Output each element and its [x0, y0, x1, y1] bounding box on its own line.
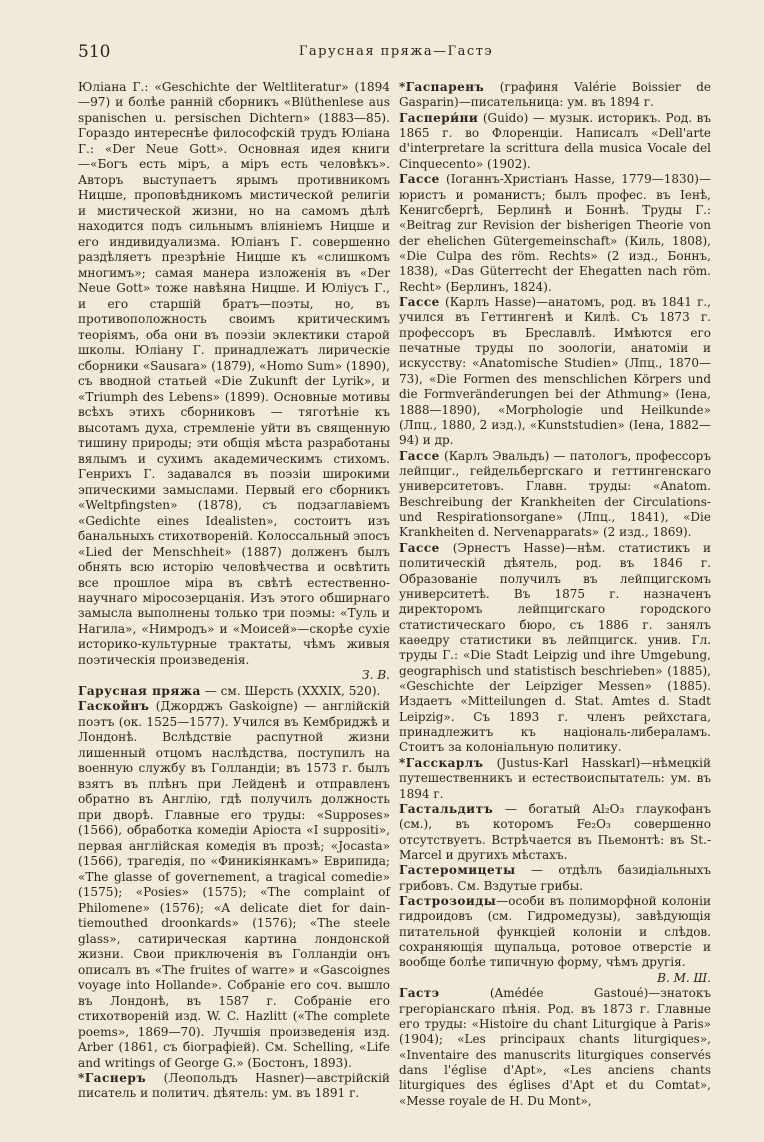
entry-signature: З. В.	[362, 668, 390, 683]
entry-text: (Іоганнъ-Христіанъ Hasse, 1779—1830)—юристъ и романистъ; былъ профес. въ Іенѣ, Кенигсбергѣ, Берлинѣ и Боннѣ. Труды Г.: «Beitrag zur Revision der bisherigen Theorie von der ehelichen Gütergemeinschaft» (Киль, 1808), «Die Culpa des röm. Rechts» (2 изд., Боннъ, 1838), «Das Güterrecht der Ehegatten nach röm. Recht» (Берлинъ, 1824).	[399, 172, 711, 294]
entry	[399, 80, 711, 111]
entry-headword: Гассе	[399, 540, 440, 555]
entry-headword: Гаскойнъ	[78, 699, 150, 714]
entry-headword: Гарусная пряжа	[78, 683, 201, 698]
entry-text: —особи въ полиморфной колоніи гидроидовъ (см. Гидромедузы), завѣдующія питательной функціей колоніи и слѣдов. сохраняющія щупальца, ротовое отверстіе и вообще болѣе типичную форму, чѣмъ другія.	[399, 894, 711, 970]
entry	[399, 541, 711, 756]
entry-headword: Гастальдитъ	[399, 801, 494, 816]
entry	[399, 172, 711, 295]
entry-text: — богатый Al₂O₃ глаукофанъ (см.), въ которомъ Fe₂O₃ совершенно отсутствуетъ. Встрѣчается въ Пьемонтѣ: въ St.-Marcel и другихъ мѣстахъ.	[399, 801, 711, 862]
page-header	[78, 42, 714, 68]
entry	[78, 699, 390, 1071]
entry	[399, 986, 711, 1109]
entry-text: (Карлъ Hasse)—анатомъ, род. въ 1841 г., учился въ Геттингенѣ и Килѣ. Съ 1873 г. профессоръ въ Бреславлѣ. Имѣются его печатные труды по зоологіи, анатоміи и искусству: «Anatomische Studien» (Лпц., 1870—73), «Die Formen des menschlichen Körpers und die Formveränderungen bei der Athmung» (Іена, 1888—1890), «Morphologie und Heilkunde» (Лпц., 1880, 2 изд.), «Kunststudien» (Іена, 1882—94) и др.	[399, 295, 711, 448]
entry-headword: Гаспери́ни	[399, 110, 479, 125]
running-title: Гарусная пряжа—Гастэ	[298, 44, 494, 59]
entry-headword: *Гасскарлъ	[399, 755, 484, 770]
left-column	[78, 80, 390, 1102]
entry	[399, 111, 711, 172]
entry	[399, 756, 711, 802]
entry-text: — отдѣлъ базидіальныхъ грибовъ. См. Вздутые грибы.	[399, 863, 711, 893]
entry-headword: *Гаспаренъ	[399, 80, 485, 94]
entry	[399, 894, 711, 986]
entry-headword: *Гаснеръ	[78, 1071, 147, 1085]
entry-text: (Guido) — музык. историкъ. Род. въ 1865 г. во Флоренціи. Написалъ «Dell'arte d'interpretare la scrittura della musica Vocale del Cinquecento» (1902).	[399, 110, 711, 171]
entry-signature: В. М. Ш.	[657, 970, 711, 985]
entry-text: — см. Шерсть (XXXIX, 520).	[200, 683, 381, 698]
entry-continuation	[78, 80, 390, 684]
entry-text: Юліана Г.: «Geschichte der Weltliteratur» (1894—97) и болѣе ранній сборникъ «Blüthenlese aus spanischen u. persischen Dichtern» (1883—85). Гораздо интереснѣе философскій трудъ Юліана Г.: «Der Neue Gott». Основная идея книги—«Богъ есть міръ, а міръ есть человѣкъ». Авторъ выступаетъ ярымъ противникомъ Ницше, проповѣдникомъ мистической религіи и мистической жизни, но на самомъ дѣлѣ находится подъ сильнымъ вліяніемъ Ницше и его индивидуализма. Юліанъ Г. совершенно раздѣляетъ презрѣніе Ницше къ «слишкомъ многимъ»; самая манера изложенія въ «Der Neue Gott» тоже навѣяна Ницше. И Юліусъ Г., и его старшій братъ—поэты, но, въ противоположность своимъ критическимъ теоріямъ, оба они въ поэзіи эклектики старой школы. Юліану Г. принадлежатъ лирическіе сборники «Sausara» (1879), «Homo Sum» (1890), съ вводной статьей «Die Zukunft der Lyrik», и «Triumph des Lebens» (1899). Основные мотивы всѣхъ этихъ сборниковъ — тяготѣніе къ высотамъ духа, стремленіе уйти въ священную тишину природы; эти общія мѣста разработаны вялымъ и сухимъ академическимъ стихомъ. Генрихъ Г. задавался въ поэзіи широкими эпическими замыслами. Первый его сборникъ «Weltpfingsten» (1878), съ подзаглавіемъ «Gedichte eines Idealisten», состоитъ изъ банальныхъ стихотвореній. Колоссальный эпосъ «Lied der Menschheit» (1887) долженъ былъ обнять всю исторію человѣчества и освѣтить все прошлое міра въ свѣтѣ естественно-научнаго міросозерцанія. Изъ этого обширнаго замысла выполнены только три поэмы: «Туль и Нагила», «Нимродъ» и «Моисей»—скорѣе сухіе историко-культурные трактаты, чѣмъ живыя поэтическія произведенія.	[78, 80, 390, 667]
entry-text: (Amédée Gastoué)—знатокъ грегоріанскаго пѣнія. Род. въ 1873 г. Главные его труды: «Histoire du chant Liturgique à Paris» (1904); «Les principaux chants liturgiques», «Inventaire des manuscrits liturgiques conservés dans l'église d'Apt», «Les anciens chants liturgiques des églises d'Apt et du Comtat», «Messe royale de H. Du Mont»,	[399, 986, 711, 1108]
entry	[399, 449, 711, 541]
entry-headword: Гассе	[399, 172, 440, 187]
entry	[78, 1071, 390, 1102]
entry-headword: Гастрозоиды	[399, 894, 497, 909]
entry	[78, 684, 390, 699]
entry-headword: Гастэ	[399, 986, 440, 1001]
entry	[399, 802, 711, 863]
entry-headword: Гассе	[399, 448, 440, 463]
entry-text: (Justus-Karl Hasskarl)—нѣмецкій путешественникъ и естествоиспытатель: ум. въ 1894 г.	[399, 755, 711, 801]
entry	[399, 295, 711, 449]
entry-text: (Карлъ Эвальдъ) — патологъ, профессоръ лейпциг., гейдельбергскаго и геттингенскаго университетовъ. Главн. труды: «Anatom. Beschreibung der Krankheiten der Circulations- und Respirationsorgane» (Лпц., 1841), «Die Krankheiten d. Nervenapparats» (2 изд., 1869).	[399, 448, 711, 540]
entry-headword: Гассе	[399, 295, 440, 310]
entry-headword: Гастеромицеты	[399, 863, 516, 878]
entry-text: (Эрнестъ Hasse)—нѣм. статистикъ и политическій дѣятель, род. въ 1846 г. Образованіе получилъ въ лейпцигскомъ университетѣ. Въ 1875 г. назначенъ директоромъ лейпцигскаго городского статистическаго бюро, съ 1886 г. занялъ каѳедру статистики въ лейпцигск. унив. Гл. труды Г.: «Die Stadt Leipzig und ihre Umgebung, geographisch und statistisch beschrieben» (1885), «Geschichte der Leipziger Messen» (1885). Издаетъ «Mitteilungen d. Stat. Amtes d. Stadt Leipzig». Съ 1893 г. членъ рейхстага, принадлежитъ къ національ-либераламъ. Стоитъ за колоніальную политику.	[399, 540, 711, 755]
page-number: 510	[78, 42, 111, 62]
entry-text: (Леопольдъ Hasner)—австрійскій писатель и политич. дѣятель: ум. въ 1891 г.	[78, 1071, 390, 1101]
entry-text: (графиня Valérie Boissier de Gasparin)—писательница: ум. въ 1894 г.	[399, 80, 711, 110]
right-column	[399, 80, 711, 1109]
entry	[399, 863, 711, 894]
entry-text: (Джорджъ Gaskoigne) — англійскій поэтъ (ок. 1525—1577). Учился въ Кембриджѣ и Лондонѣ. Вслѣдствіе распутной жизни лишенный отцомъ наслѣдства, поступилъ на военную службу въ Голландіи; въ 1573 г. былъ взятъ въ плѣнъ при Лейденѣ и отправленъ обратно въ Англію, гдѣ получилъ должность при дворѣ. Главные его труды: «Supposes» (1566), обработка комедіи Аріоста «I suppositi», первая англійская комедія въ прозѣ; «Jocasta» (1566), трагедія, по «Финикіянкамъ» Еврипида; «The glasse of governement, a tragical comedie» (1575); «Posies» (1575); «The complaint of Philomene» (1576); «A delicate diet for dain-tiemouthed droonkards» (1576); «The steele glass», сатирическая картина лондонской жизни. Свои приключенія въ Голландіи онъ описалъ въ «The fruites of warre» и «Gascoignes voyage into Hollande». Собраніе его соч. вышло въ Лондонѣ, въ 1587 г. Собраніе его стихотвореній изд. W. C. Hazlitt («The complete poems», 1869—70). Лучшія произведенія изд. Arber (1861, съ біографіей). См. Schelling, «Life and writings of George G.» (Бостонъ, 1893).	[78, 699, 390, 1070]
